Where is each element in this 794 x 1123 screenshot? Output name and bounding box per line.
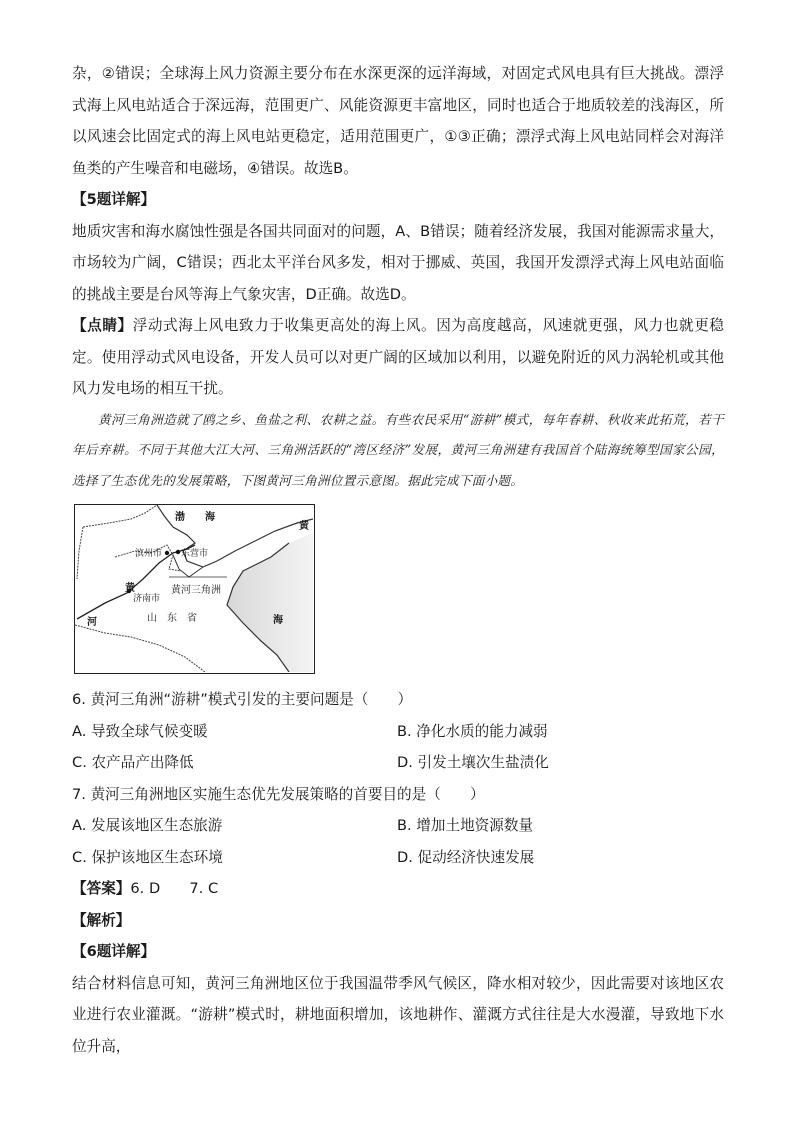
east-sea-area: [227, 533, 313, 672]
binzhou-dot: [165, 551, 169, 555]
answer-line: [72, 873, 724, 905]
map-label-he: 河: [87, 617, 97, 628]
paragraph-q4-explanation: 杂，②错误；全球海上风力资源主要分布在水深更深的远洋海域，对固定式风电具有巨大挑战。漂浮式海上风电站适合于深远海，范围更广、风能资源更丰富地区，同时也适合于地质较差的浅海区，所以风速会比固定式的海上风电站更稳定，适用范围更广，①③正确；漂浮式海上风电站同样会对海洋鱼类的产生噪音和电磁场，④错误。故选B。: [72, 65, 724, 177]
document-page: [72, 58, 724, 1062]
map-label-dongying: 东营市: [181, 549, 209, 559]
map-label-delta: 黄河三角洲: [171, 585, 221, 596]
q6-option-b: B. 净化水质的能力减弱: [397, 722, 548, 740]
map-label-shandong: 山 东 省: [147, 613, 197, 624]
map-label-hai: 海: [273, 615, 283, 626]
q6-detail-heading: 【6题详解】: [72, 943, 156, 960]
answer-value: 6. D 7. C: [130, 880, 219, 897]
q7-stem: 7. 黄河三角洲地区实施生态优先发展策略的首要目的是（ ）: [72, 785, 485, 803]
map-label-huang-river: 黄: [125, 583, 135, 594]
q7-option-a: A. 发展该地区生态旅游: [72, 817, 223, 834]
q5-heading: 【5题详解】: [72, 191, 156, 208]
comment-body: 浮动式海上风电致力于收集更高处的海上风。因为高度越高，风速就更强，风力也就更稳定。使用浮动式风电设备，开发人员可以对更广阔的区域加以利用，以避免附近的风力涡轮机或其他风力发电场的相互干扰。: [72, 317, 724, 397]
map-label-huang-sea: 黄: [299, 521, 309, 532]
dongying-dot: [176, 550, 180, 554]
q6-options-row-2: [72, 747, 724, 779]
map-label-jinan: 济南市: [133, 594, 161, 604]
q7-option-b: B. 增加土地资源数量: [397, 817, 534, 834]
q7-option-c: C. 保护该地区生态环境: [72, 848, 223, 866]
analysis-heading: 【解析】: [72, 911, 131, 929]
map-label-bohai: 渤 海: [175, 512, 215, 523]
q5-explanation: 地质灾害和海水腐蚀性强是各国共同面对的问题，A、B错误；随着经济发展，我国对能源需求量大，市场较为广阔，C错误；西北太平洋台风多发，相对于挪威、英国，我国开发漂浮式海上风电站面临的挑战主要是台风等海上气象灾害，D正确。故选D。: [72, 222, 724, 303]
q6-stem: 6. 黄河三角洲“游耕”模式引发的主要问题是（ ）: [72, 691, 413, 708]
q6-option-c: C. 农产品产出降低: [72, 754, 194, 771]
answer-tag: 【答案】: [72, 880, 131, 897]
q6-option-d: D. 引发土壤次生盐渍化: [397, 754, 549, 771]
q7-options-row-1: [72, 810, 724, 842]
q7-options-row-2: [72, 842, 724, 874]
q6-detail-body: 结合材料信息可知，黄河三角洲地区位于我国温带季风气候区，降水相对较少，因此需要对该地区农业进行农业灌溉。“游耕”模式时，耕地面积增加，该地耕作、灌溉方式往往是大水漫灌，导致地下水位升高，: [72, 974, 724, 1055]
q6-options-row-1: [72, 716, 724, 748]
yellow-river-delta-map: [74, 504, 315, 674]
comment-paragraph: [72, 310, 724, 405]
comment-tag: 【点睛】: [72, 317, 133, 334]
q6-option-a: A. 导致全球气候变暖: [72, 722, 208, 740]
q7-option-d: D. 促动经济快速发展: [397, 848, 535, 866]
reading-passage: 黄河三角洲造就了鸥之乡、鱼盐之利、农耕之益。有些农民采用“游耕”模式，每年春耕、秋收来此拓荒，若干年后弃耕。不同于其他大江大河、三角洲活跃的“湾区经济”发展，黄河三角洲建有我国首个陆海统筹型国家公园，选择了生态优先的发展策略，下图黄河三角洲位置示意图。据此完成下面小题。: [72, 411, 724, 488]
map-label-binzhou: 滨州市: [135, 549, 163, 559]
